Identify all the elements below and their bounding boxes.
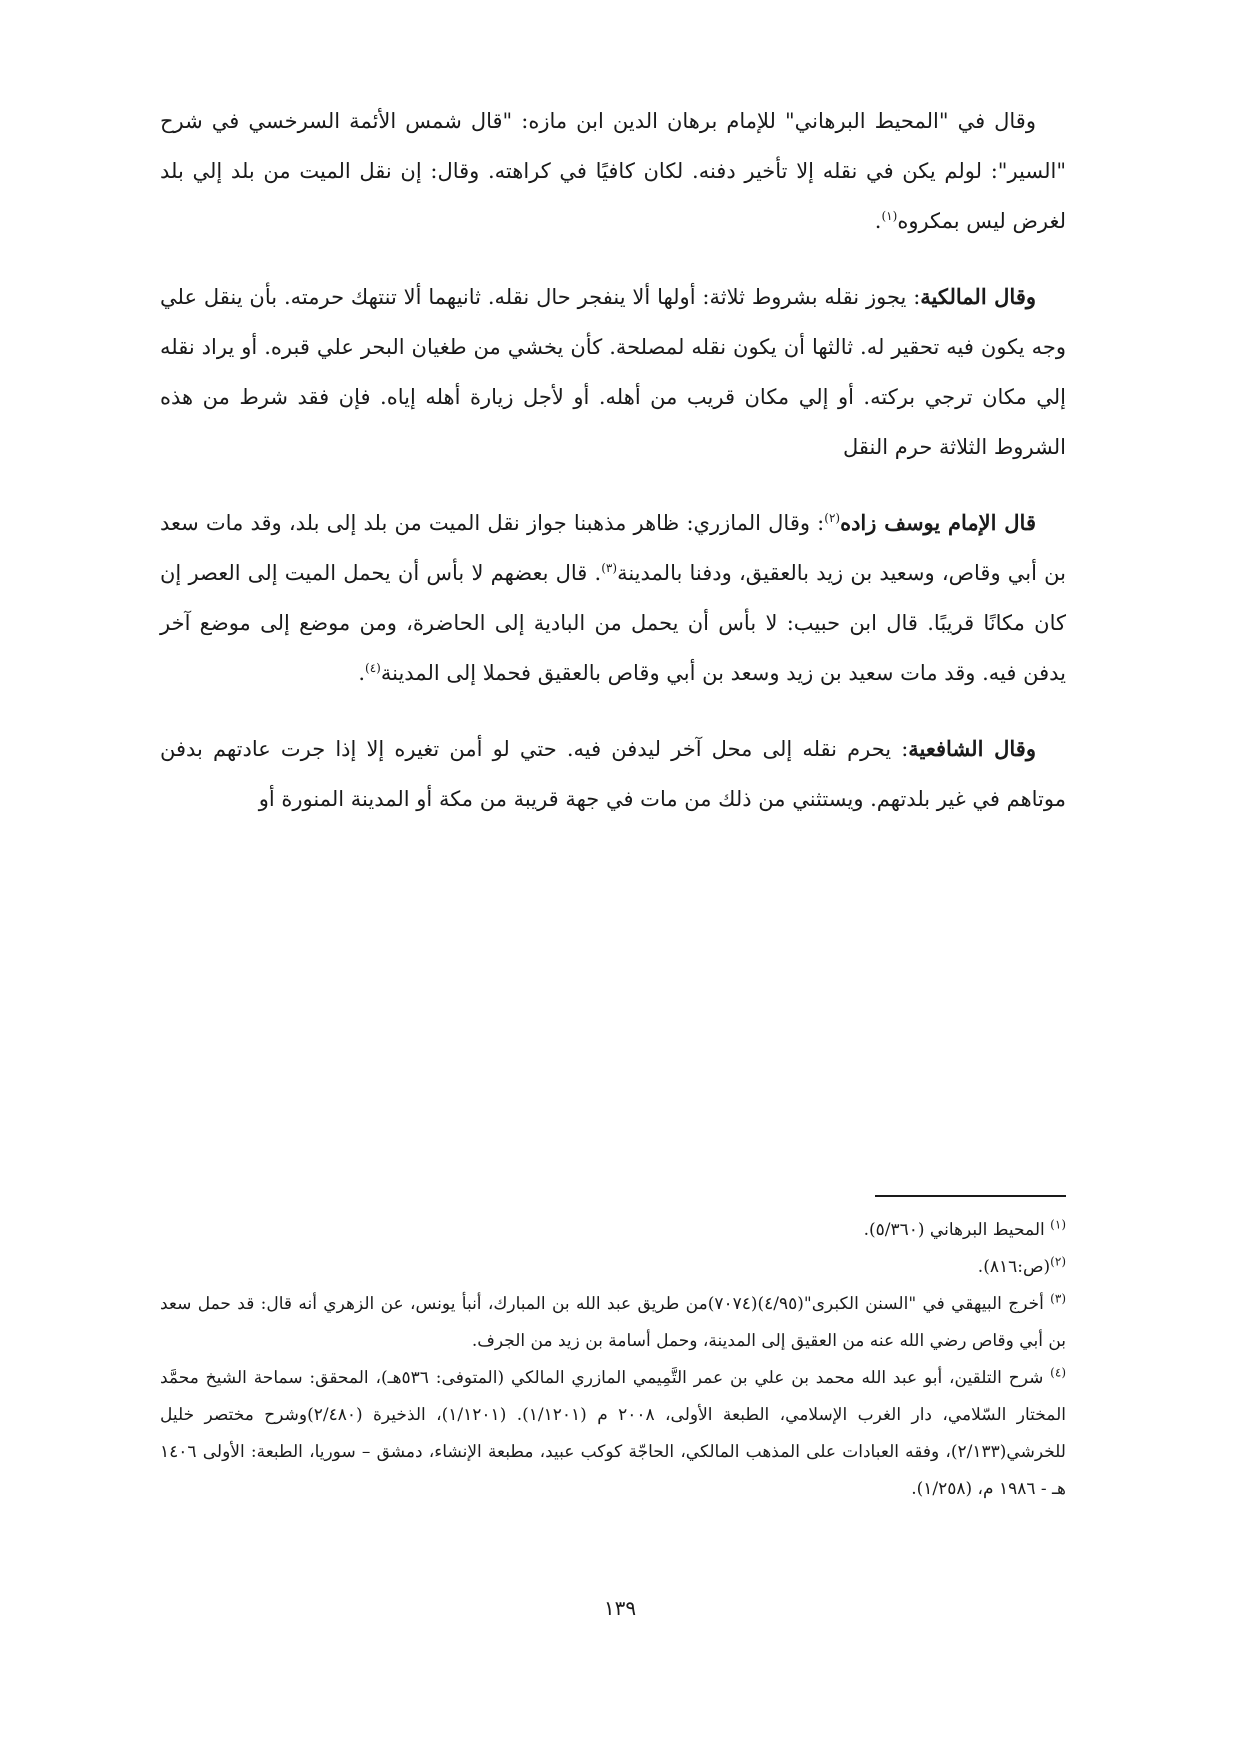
paragraph-1 xyxy=(160,96,1066,246)
footnote-2 xyxy=(160,1249,1066,1286)
paragraph-text: : يحرم نقله إلى محل آخر ليدفن فيه. حتي لو أمن تغيره إلا إذا جرت عادتهم بدفن موتاهم في غير بلدتهم. ويستثني من ذلك من مات في جهة قريبة من مكة أو المدينة المنورة أو xyxy=(160,737,1066,811)
paragraph-lead: وقال المالكية xyxy=(920,284,1036,309)
footnote-number: (٤) xyxy=(1050,1365,1066,1380)
paragraph-3 xyxy=(160,498,1066,698)
main-text xyxy=(160,96,1066,850)
footnote-text: (ص:٨١٦). xyxy=(977,1257,1051,1277)
paragraph-lead: وقال الشافعية xyxy=(908,736,1036,761)
paragraph-tail: . xyxy=(358,661,366,685)
paragraph-text: : يجوز نقله بشروط ثلاثة: أولها ألا ينفجر حال نقله. ثانيهما ألا تنتهك حرمته. بأن ينقل علي وجه يكون فيه تحقير له. ثالثها أن يكون نقله لمصلحة. كأن يخشي من طغيان البحر علي قبره. أو يراد نقله إلي مكان ترجي بركته. أو إلي مكان قريب من أهله. أو لأجل زيارة أهله إياه. فإن فقد شرط من هذه الشروط الثلاثة حرم النقل xyxy=(160,285,1066,459)
paragraph-4 xyxy=(160,724,1066,824)
footnote-1 xyxy=(160,1212,1066,1249)
footnote-4 xyxy=(160,1360,1066,1508)
footnotes xyxy=(160,1212,1066,1508)
paragraph-text: وقال في "المحيط البرهاني" للإمام برهان الدين ابن مازه: "قال شمس الأئمة السرخسي في شرح "السير": لولم يكن في نقله إلا تأخير دفنه. لكان كافيًا في كراهته. وقال: إن نقل الميت من بلد إلي بلد لغرض ليس بمكروه xyxy=(160,109,1066,233)
footnote-separator xyxy=(875,1195,1066,1197)
page-number: ١٣٩ xyxy=(603,1596,637,1620)
footnote-text: شرح التلقين، أبو عبد الله محمد بن علي بن عمر التَّمِيمي المازري المالكي (المتوفى: ٥٣٦هـ)، المحقق: سماحة الشيخ محمَّد المختار السّلامي، دار الغرب الإسلامي، الطبعة الأولى، ٢٠٠٨ م (١/١٢٠١). (١/١٢٠١)، الذخيرة (٢/٤٨٠)وشرح مختصر خليل للخرشي(٢/١٣٣)، وفقه العبادات على المذهب المالكي، الحاجّة كوكب عبيد، مطبعة الإنشاء، دمشق – سوريا، الطبعة: الأولى ١٤٠٦ هـ - ١٩٨٦ م، (١/٢٥٨). xyxy=(160,1368,1066,1499)
footnote-text: المحيط البرهاني (٥/٣٦٠). xyxy=(863,1220,1051,1240)
footnote-number: (١) xyxy=(1050,1217,1066,1232)
footnote-number: (٢) xyxy=(1050,1254,1066,1269)
paragraph-lead: قال الإمام يوسف زاده xyxy=(840,510,1036,535)
paragraph-tail: . xyxy=(874,209,882,233)
footnote-ref: (٤) xyxy=(365,661,381,675)
paragraph-text: : وقال المازري: ظاهر مذهبنا جواز نقل الميت من بلد إلى بلد، وقد مات سعد بن أبي وقاص، وسعيد بن زيد بالعقيق، ودفنا بالمدينة xyxy=(160,511,1066,585)
footnote-number: (٣) xyxy=(1050,1291,1066,1306)
footnote-3 xyxy=(160,1286,1066,1360)
footnote-ref: (٣) xyxy=(601,561,618,575)
footnote-ref: (٢) xyxy=(824,511,841,525)
footnote-ref: (١) xyxy=(881,209,898,223)
paragraph-2 xyxy=(160,272,1066,472)
footnote-text: أخرج البيهقي في "السنن الكبرى"(٤/٩٥)(٧٠٧٤)من طريق عبد الله بن المبارك، أنبأ يونس، عن الزهري أنه قال: قد حمل سعد بن أبي وقاص رضي الله عنه من العقيق إلى المدينة، وحمل أسامة بن زيد من الجرف. xyxy=(160,1294,1066,1351)
paragraph-text-continued: . قال بعضهم لا بأس أن يحمل الميت إلى العصر إن كان مكانًا قريبًا. قال ابن حبيب: لا بأس أن يحمل من البادية إلى الحاضرة، ومن موضع إلى موضع آخر يدفن فيه. وقد مات سعيد بن زيد وسعد بن أبي وقاص بالعقيق فحملا إلى المدينة xyxy=(160,561,1066,685)
